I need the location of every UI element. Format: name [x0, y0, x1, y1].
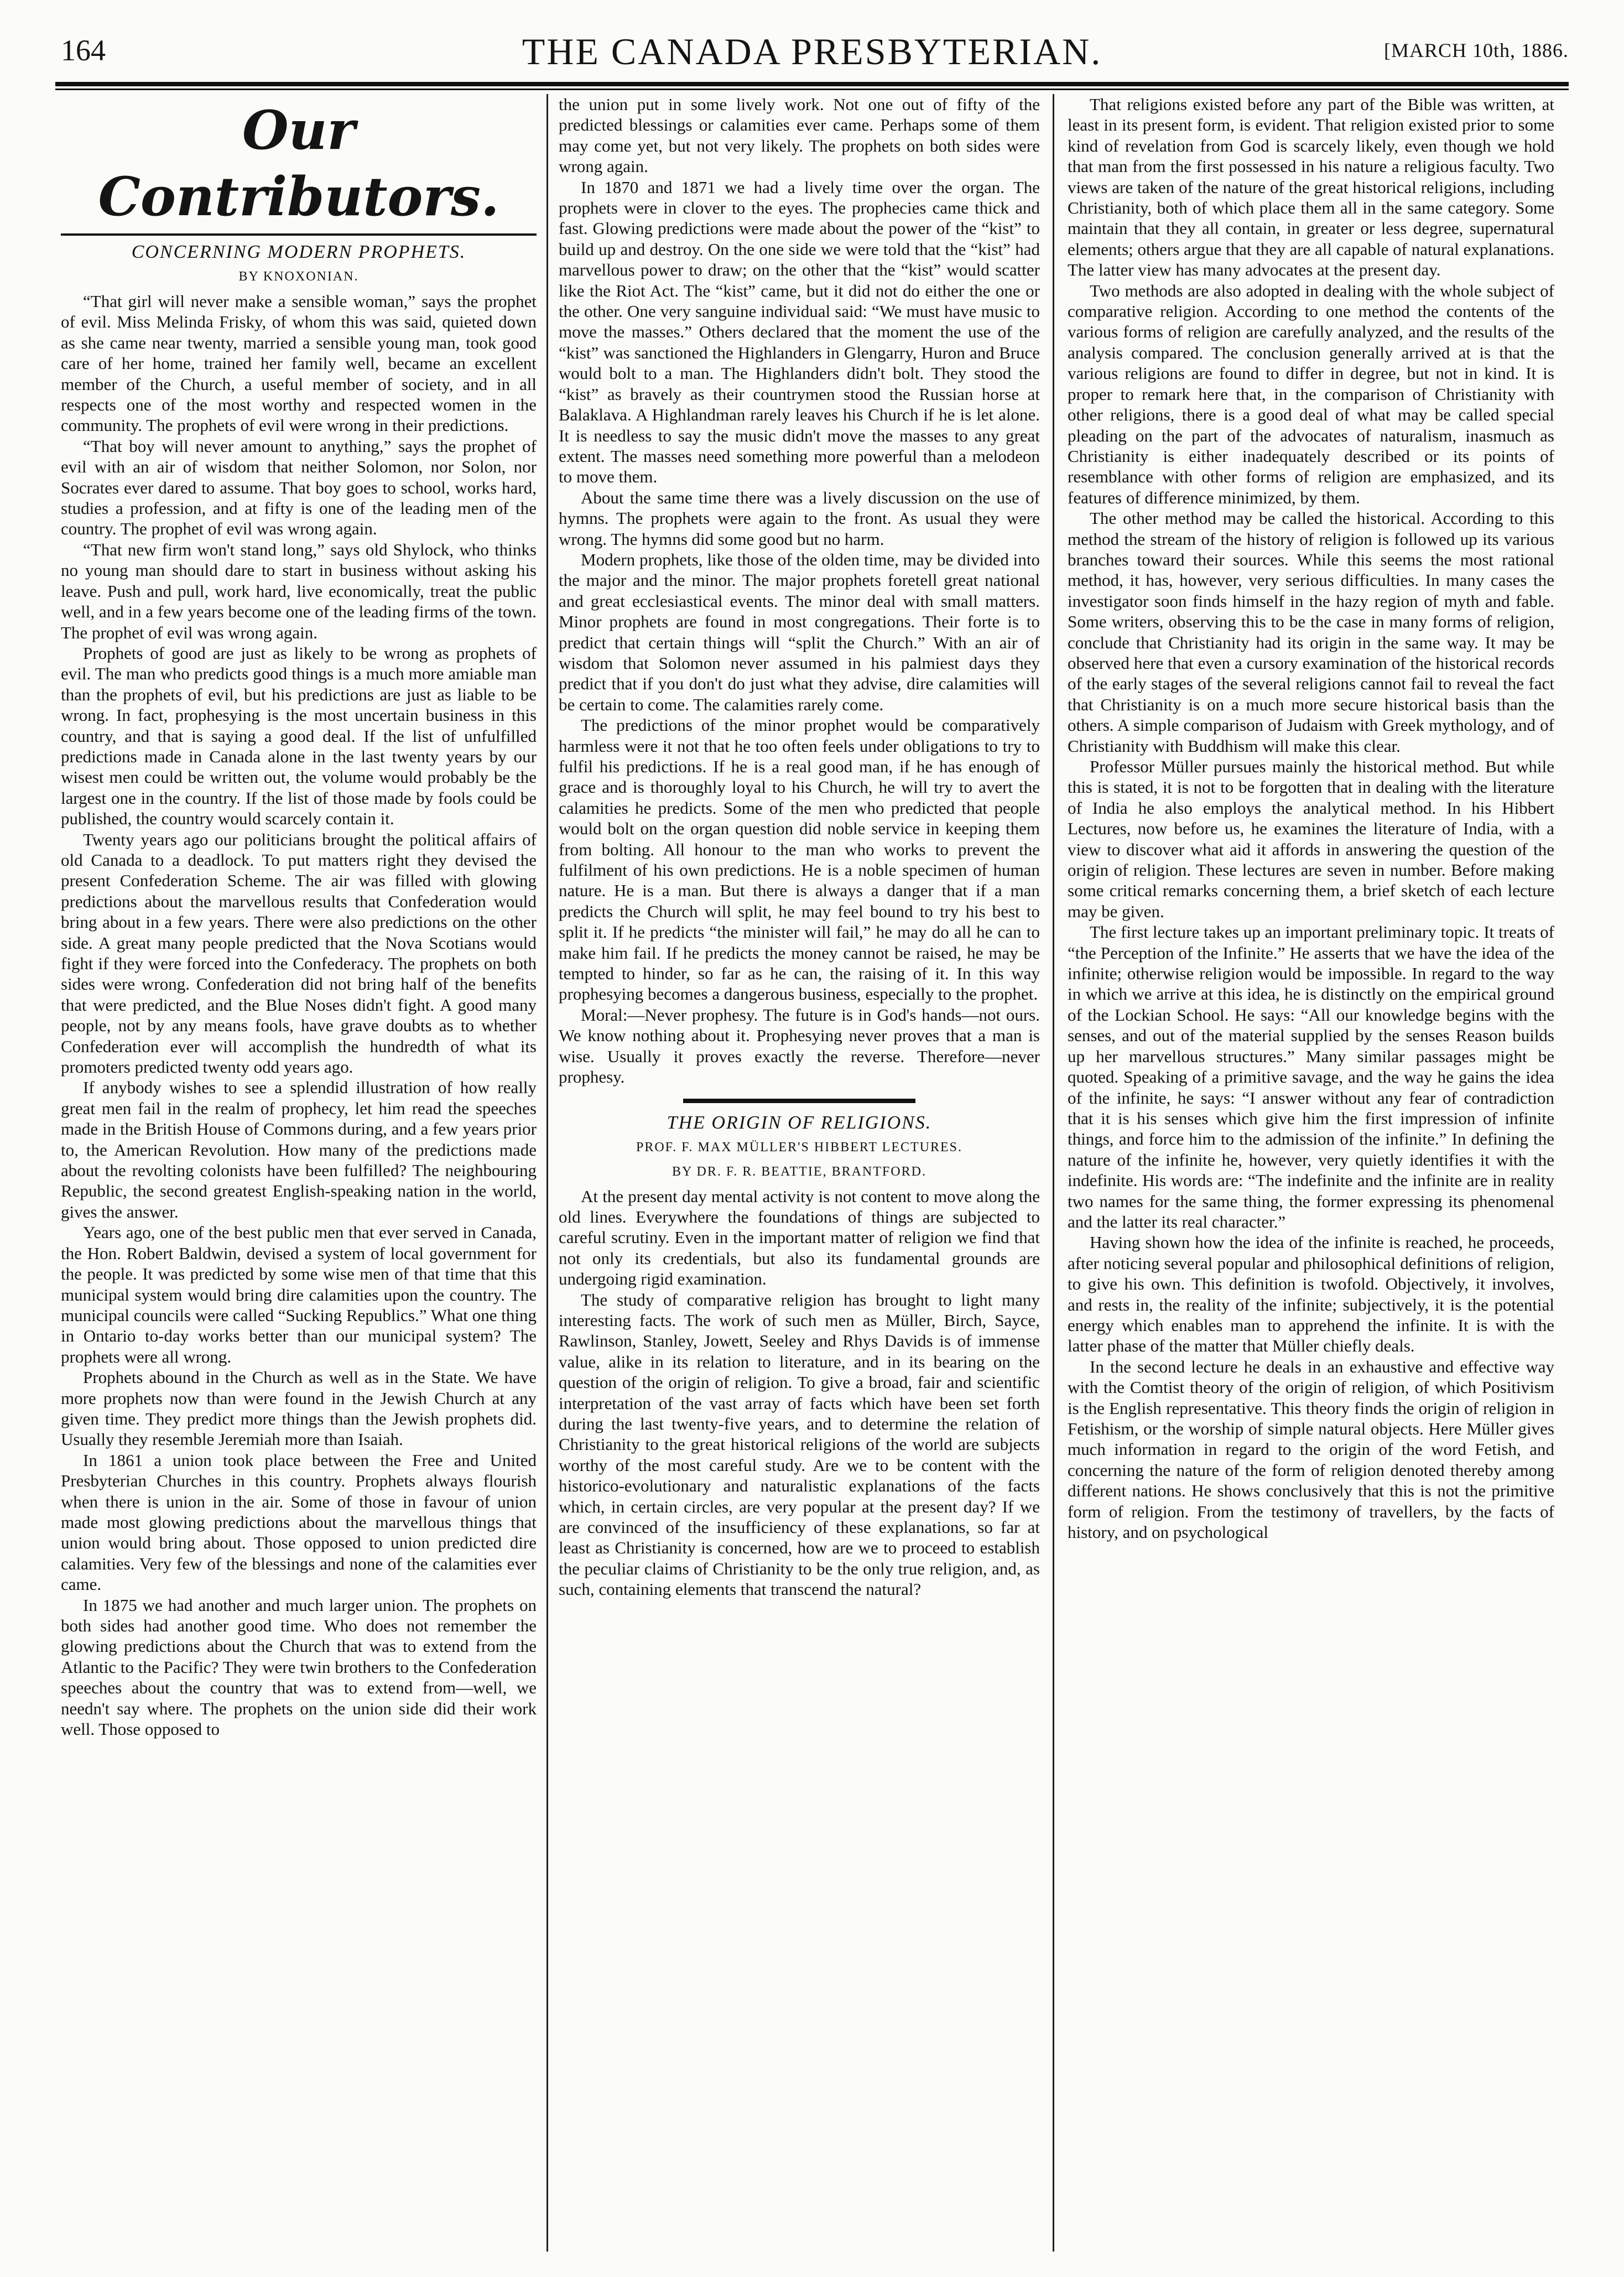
header-rule-thin [55, 89, 1569, 90]
column-divider [1053, 94, 1054, 2252]
paragraph: the union put in some lively work. Not one out of fifty of the predicted blessings or calamities ever came. Perhaps some of them may come yet, but not very likely. The prophets on both sides were wrong again. [559, 95, 1040, 176]
paragraph: At the present day mental activity is not content to move along the old lines. Everywhere the foundations of things are subjected to careful scrutiny. Even in the important matter of religion we find that not only its credentials, but also its fundamental grounds are undergoing rigid examination. [559, 1186, 1040, 1289]
paragraph: About the same time there was a lively discussion on the use of hymns. The prophets were again to the front. As usual they were wrong. The hymns did some good but no harm. [559, 487, 1040, 549]
article-title: THE ORIGIN OF RELIGIONS. [667, 1112, 932, 1133]
header-rule-thick [55, 82, 1569, 86]
paragraph: In 1875 we had another and much larger union. The prophets on both sides had another good time. Who does not remember the glowing predictions about the Church that was to extend from the Atlantic to the Pacific? They were twin brothers to the Confederation speeches about the country that was to extend from—well, we needn't say where. The prophets on the union side did their work well. Those opposed to [61, 1595, 537, 1739]
paragraph: “That boy will never amount to anything,” says the prophet of evil with an air of wisdom that neither Solomon, nor Solon, nor Socrates ever dared to assume. That boy goes to school, works hard, studies a profession, and at fifty is one of the leading men of the country. The prophet of evil was wrong again. [61, 436, 537, 539]
paragraph: The other method may be called the historical. According to this method the stream of the history of religion is followed up its various branches toward their sources. While this seems the most rational method, it has, however, very serious difficulties. In many cases the investigator soon finds himself in the hazy region of myth and fable. Some writers, observing this to be the case in many forms of religion, conclude that Christianity had its origin in the same way. It may be observed here that even a cursory examination of the historical records of the early stages of the several religions cannot fail to reveal the fact that Christianity is on a much more secure historical basis than the others. A simple comparison of Judaism with Greek mythology, and of Christianity with Buddhism will make this clear. [1068, 508, 1554, 756]
masthead-rule [61, 233, 537, 236]
paragraph: That religions existed before any part of the Bible was written, at least in its present form, is evident. That religion existed prior to some kind of revelation from God is scarcely likely, even though we hold that man from the first possessed in his nature a religious faculty. Two views are taken of the nature of the great historical religions, including Christianity, both of which place them all in the same category. Some maintain that they all contain, in greater or less degree, supernatural elements; others argue that they are all capable of natural explanations. The latter view has many advocates at the present day. [1068, 95, 1554, 280]
paragraph: Having shown how the idea of the infinite is reached, he proceeds, after noticing several popular and philosophical definitions of religion, to give his own. This definition is twofold. Objectively, it involves, and rests in, the reality of the infinite; subjectively, it is the potential energy which enables man to apprehend the infinite. It is with the latter phase of the matter that Müller chiefly deals. [1068, 1233, 1554, 1356]
paragraph: Modern prophets, like those of the olden time, may be divided into the major and the minor. The major prophets foretell great national and great ecclesiastical events. The minor deal with small matters. Minor prophets are found in most congregations. Their forte is to predict that certain things will “split the Church.” With an air of wisdom that Solomon never assumed in his palmiest days they predict that if you don't do just what they advise, dire calamities will be certain to come. The calamities rarely come. [559, 549, 1040, 714]
paragraph: “That girl will never make a sensible woman,” says the prophet of evil. Miss Melinda Frisky, of whom this was said, quieted down as she came near twenty, married a sensible young man, took good care of her home, trained her family well, became an excellent member of the Church, a useful member of society, and in all respects one of the most worthy and respected women in the community. The prophets of evil were wrong in their predictions. [61, 292, 537, 435]
paragraph: Two methods are also adopted in dealing with the whole subject of comparative religion. According to one method the contents of the various forms of religion are carefully analyzed, and the results of the analysis compared. The conclusion generally arrived at is that the various religions are found to differ in degree, but not in kind. It is proper to remark here that, in the comparison of Christianity with other religions, there is a good deal of what may be called special pleading on the part of the advocates of naturalism, inasmuch as Christianity is either inadequately described or its points of resemblance with other forms of religion are emphasized, and its features of difference minimized, by them. [1068, 280, 1554, 507]
paragraph: Professor Müller pursues mainly the historical method. But while this is stated, it is not to be forgotten that in dealing with the literature of India he also employs the analytical method. In his Hibbert Lectures, now before us, he examines the literature of India, with a view to discover what aid it affords in answering the question of the origin of religion. These lectures are seven in number. Before making some critical remarks concerning them, a brief sketch of each lecture may be given. [1068, 757, 1554, 921]
paragraph: In 1870 and 1871 we had a lively time over the organ. The prophets were in clover to the eyes. The prophecies came thick and fast. Glowing predictions were made about the power of the “kist” to build up and destroy. On the one side we were told that the “kist” had marvellous power to draw; on the other that the “kist” would scatter like the Riot Act. The “kist” came, but it did not do either the one or the other. One very sanguine individual said: “We must have music to move the masses.” Others declared that the moment the use of the “kist” was sanctioned the Highlanders in Glengarry, Huron and Bruce would bolt to a man. The Highlanders didn't bolt. They stood the “kist” as bravely as their countrymen stood the Russian horse at Balaklava. A Highlandman rarely leaves his Church if he is let alone. It is needless to say the music didn't move the masses to any great extent. The masses need something more powerful than a melodeon to move them. [559, 177, 1040, 487]
article-byline: BY KNOXONIAN. [238, 269, 359, 284]
column-1 [61, 94, 537, 2257]
article-separator [683, 1099, 915, 1103]
page-number: 164 [61, 34, 106, 67]
paragraph: The study of comparative religion has brought to light many interesting facts. The work of such men as Müller, Birch, Sayce, Rawlinson, Stanley, Jowett, Seeley and Rhys Davids is of immense value, alike in its relation to literature, and in its bearing on the question of the origin of religion. To give a broad, fair and scientific interpretation of the vast array of facts which have been set forth during the last twenty-five years, and to determine the relation of Christianity to the great historical religions of the world are subjects worthy of the most careful study. Are we to be content with the historico-evolutionary and naturalistic explanations of the facts which, in certain circles, are very popular at the present day? If we are convinced of the insufficiency of these explanations, so far at least as Christianity is concerned, how are we to proceed to establish the peculiar claims of Christianity to be the only true religion, and, as such, containing elements that transcend the natural? [559, 1290, 1040, 1599]
column-3 [1068, 94, 1554, 2257]
paragraph: Prophets abound in the Church as well as in the State. We have more prophets now than were found in the Jewish Church at any given time. They predict more things than the Jewish prophets did. Usually they resemble Jeremiah more than Isaiah. [61, 1368, 537, 1449]
paragraph: Twenty years ago our politicians brought the political affairs of old Canada to a deadlock. To put matters right they devised the present Confederation Scheme. The air was filled with glowing predictions about the marvellous results that Confederation would bring about in a few years. There were also predictions on the other side. A great many people predicted that the Nova Scotians would fight if they were forced into the Confederacy. The prophets on both sides were wrong. Confederation did not bring half of the benefits that were predicted, and the Blue Noses didn't fight. A good many people, not by any means fools, have grave doubts as to whether Confederation ever will accomplish the hundredth of what its promoters predicted twenty odd years ago. [61, 829, 537, 1077]
newspaper-title: THE CANADA PRESBYTERIAN. [522, 30, 1102, 72]
column-divider [546, 94, 548, 2252]
paragraph: In 1861 a union took place between the Free and United Presbyterian Churches in this country. Prophets always flourish when there is union in the air. Some of those in favour of union made most glowing predictions about the marvellous things that union would bring about. Those opposed to union predicted dire calamities. Very few of the blessings and none of the calamities ever came. [61, 1450, 537, 1594]
section-masthead: Our Contributors. [98, 99, 499, 228]
page-header [55, 29, 1569, 84]
article-byline: BY DR. F. R. BEATTIE, BRANTFORD. [672, 1164, 926, 1179]
paragraph: Moral:—Never prophesy. The future is in God's hands—not ours. We know nothing about it. Prophesying never proves that a man is wise. Usually it proves exactly the reverse. Therefore—never prophesy. [559, 1005, 1040, 1087]
paragraph: If anybody wishes to see a splendid illustration of how really great men fail in the realm of prophecy, let him read the speeches made in the British House of Commons during, and a few years prior to, the American Revolution. How many of the predictions made about the revolting colonists have been fulfilled? The neighbouring Republic, the second greatest English-speaking nation in the world, gives the answer. [61, 1078, 537, 1221]
paragraph: Years ago, one of the best public men that ever served in Canada, the Hon. Robert Baldwin, devised a system of local government for the people. It was predicted by some wise men of that time that this municipal system would bring dire calamities upon the country. The municipal councils were called “Sucking Republics.” What one thing in Ontario to-day works better than our municipal system? The prophets were all wrong. [61, 1223, 537, 1366]
column-2 [559, 94, 1040, 2257]
article-title: CONCERNING MODERN PROPHETS. [131, 242, 466, 262]
article-subtitle: PROF. F. MAX MÜLLER'S HIBBERT LECTURES. [636, 1140, 962, 1155]
paragraph: “That new firm won't stand long,” says old Shylock, who thinks no young man should dare to start in business without asking his leave. Push and pull, work hard, live economically, treat the public well, and in a few years become one of the leading firms of the town. The prophet of evil was wrong again. [61, 539, 537, 642]
paragraph: Prophets of good are just as likely to be wrong as prophets of evil. The man who predicts good things is a much more amiable man than the prophets of evil, but his predictions are just as liable to be wrong. In fact, prophesying is the most uncertain business in this country, and that is saying a good deal. If the list of unfulfilled predictions made in Canada alone in the last twenty years by our wisest men could be written out, the volume would probably be the largest one in the country. If the list of those made by fools could be published, the country would scarcely contain it. [61, 643, 537, 829]
paragraph: In the second lecture he deals in an exhaustive and effective way with the Comtist theory of the origin of religion, of which Positivism is the English representative. This theory finds the origin of religion in Fetishism, or the worship of simple natural objects. Here Müller gives much information in regard to the origin of the word Fetish, and concerning the nature of the form of religion denoted thereby among different nations. He shows conclusively that this is not the primitive form of religion. From the testimony of travellers, by the facts of history, and on psychological [1068, 1356, 1554, 1542]
issue-date: [MARCH 10th, 1886. [1383, 39, 1569, 61]
paragraph: The first lecture takes up an important preliminary topic. It treats of “the Perception of the Infinite.” He asserts that we have the idea of the infinite; otherwise religion would be impossible. In regard to the way in which we arrive at this idea, he is distinctly on the empirical ground of the Lockian School. He says: “All our knowledge begins with the senses, and out of the material supplied by the senses Reason builds up her marvellous structures.” Many similar passages might be quoted. Speaking of a primitive savage, and the way he gains the idea of the infinite, he says: “I answer without any fear of contradiction that it is his senses which give him the first impression of infinite things, and force him to the admission of the infinite.” In defining the nature of the infinite he, however, very quietly identifies it with the indefinite. His words are: “The indefinite and the infinite are in reality two names for the same thing, the former expressing its phenomenal and the latter its real character.” [1068, 922, 1554, 1231]
paragraph: The predictions of the minor prophet would be comparatively harmless were it not that he too often feels under obligations to try to fulfil his predictions. If he is a real good man, if he has enough of grace and is thoroughly loyal to his Church, he will try to avert the calamities he predicts. Some of the men who predicted that people would bolt on the organ question did noble service in keeping them from bolting. All honour to the man who works to prevent the fulfilment of his own predictions. He is a noble specimen of human nature. He is a man. But there is always a danger that if a man predicts the Church will split, he may feel bound to try his best to split it. If he predicts “the minister will fail,” he may do all he can to make him fail. If he predicts the money cannot be raised, he may be tempted to hinder, so far as he can, the raising of it. In this way prophesying becomes a dangerous business, especially to the prophet. [559, 715, 1040, 1004]
